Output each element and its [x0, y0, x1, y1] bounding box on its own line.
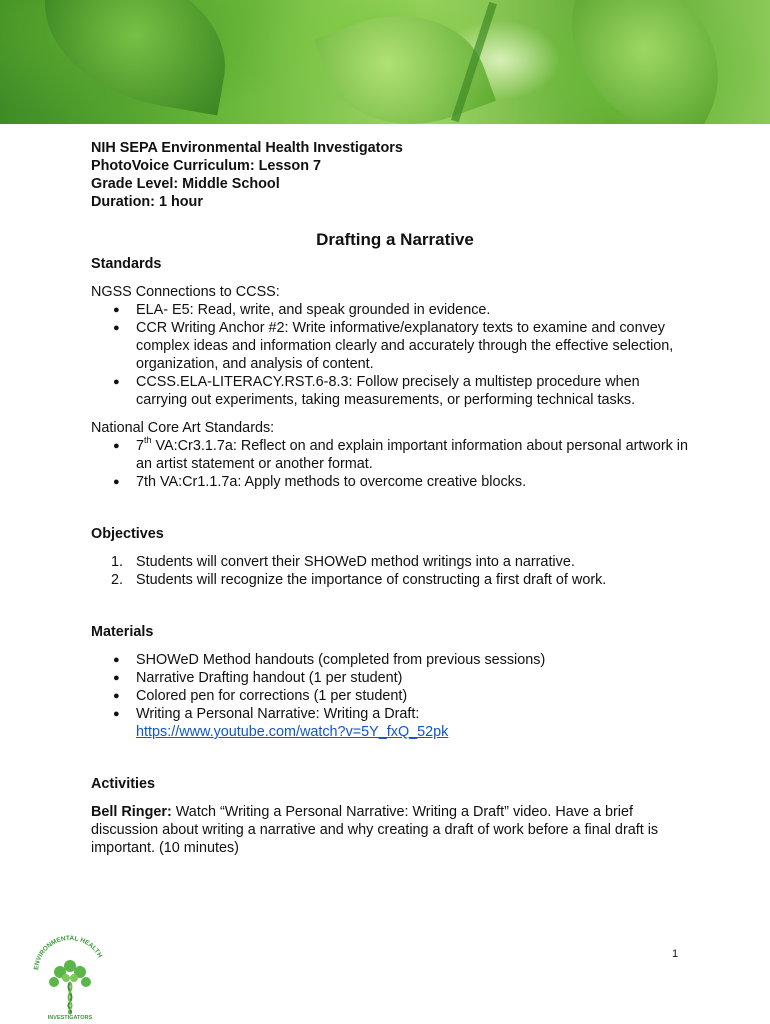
- art-standards-list: [111, 437, 691, 491]
- activities-heading: Activities: [91, 776, 155, 792]
- list-item: ● Narrative Drafting handout (1 per student): [111, 669, 691, 687]
- svg-text:INVESTIGATORS: INVESTIGATORS: [47, 1015, 93, 1020]
- materials-list: [111, 651, 691, 741]
- header-line-grade: Grade Level: Middle School: [91, 176, 280, 192]
- list-item: ● SHOWeD Method handouts (completed from previous sessions): [111, 651, 691, 669]
- document-title: Drafting a Narrative: [316, 230, 474, 249]
- header-line-lesson: PhotoVoice Curriculum: Lesson 7: [91, 158, 322, 174]
- bell-ringer-label: Bell Ringer:: [91, 804, 172, 820]
- list-item: 2. Students will recognize the importance of constructing a first draft of work.: [111, 572, 607, 588]
- header-banner-image: [0, 0, 770, 124]
- svg-text:ENVIRONMENTAL HEALTH: ENVIRONMENTAL HEALTH: [33, 934, 104, 971]
- objectives-list: [111, 553, 691, 589]
- standards-heading: Standards: [91, 256, 162, 272]
- leaf-shape: [30, 0, 240, 116]
- ngss-intro: NGSS Connections to CCSS:: [91, 284, 280, 300]
- leaf-shape: [538, 0, 751, 124]
- list-item: ● ELA- E5: Read, write, and speak grounded in evidence.: [111, 301, 691, 319]
- header-line-duration: Duration: 1 hour: [91, 194, 203, 210]
- page-number: 1: [672, 948, 679, 960]
- header-line-program: NIH SEPA Environmental Health Investigators: [91, 140, 403, 156]
- video-link[interactable]: https://www.youtube.com/watch?v=5Y_fxQ_52pk: [136, 724, 449, 740]
- bell-ringer-paragraph: Bell Ringer: Watch “Writing a Personal Narrative: Writing a Draft” video. Have a brief discussion about writing a narrative and why creating a draft of work before a final draft is important. (10 minutes): [91, 804, 659, 856]
- materials-heading: Materials: [91, 624, 154, 640]
- list-item: ● Writing a Personal Narrative: Writing a Draft: https://www.youtube.com/watch?v=5Y_fxQ_52pk: [111, 705, 691, 741]
- list-item: ● 7th VA:Cr1.1.7a: Apply methods to overcome creative blocks.: [111, 473, 691, 491]
- list-item: ● 7th VA:Cr3.1.7a: Reflect on and explain important information about personal artwork in an artist statement or another format.: [111, 437, 691, 473]
- document-body: [91, 139, 691, 857]
- objectives-heading: Objectives: [91, 526, 164, 542]
- list-item: 1. Students will convert their SHOWeD method writings into a narrative.: [111, 554, 575, 570]
- list-item: ● CCSS.ELA-LITERACY.RST.6-8.3: Follow precisely a multistep procedure when carrying out experiments, taking measurements, or performing technical tasks.: [111, 373, 691, 409]
- ngss-list: [111, 301, 691, 409]
- environmental-health-investigators-logo: [30, 932, 110, 1020]
- art-standards-intro: National Core Art Standards:: [91, 420, 275, 436]
- list-item: ● CCR Writing Anchor #2: Write informative/explanatory texts to examine and convey complex ideas and information clearly and accurately through the effective selection, organization, and analysis of content.: [111, 319, 691, 373]
- list-item: ● Colored pen for corrections (1 per student): [111, 687, 691, 705]
